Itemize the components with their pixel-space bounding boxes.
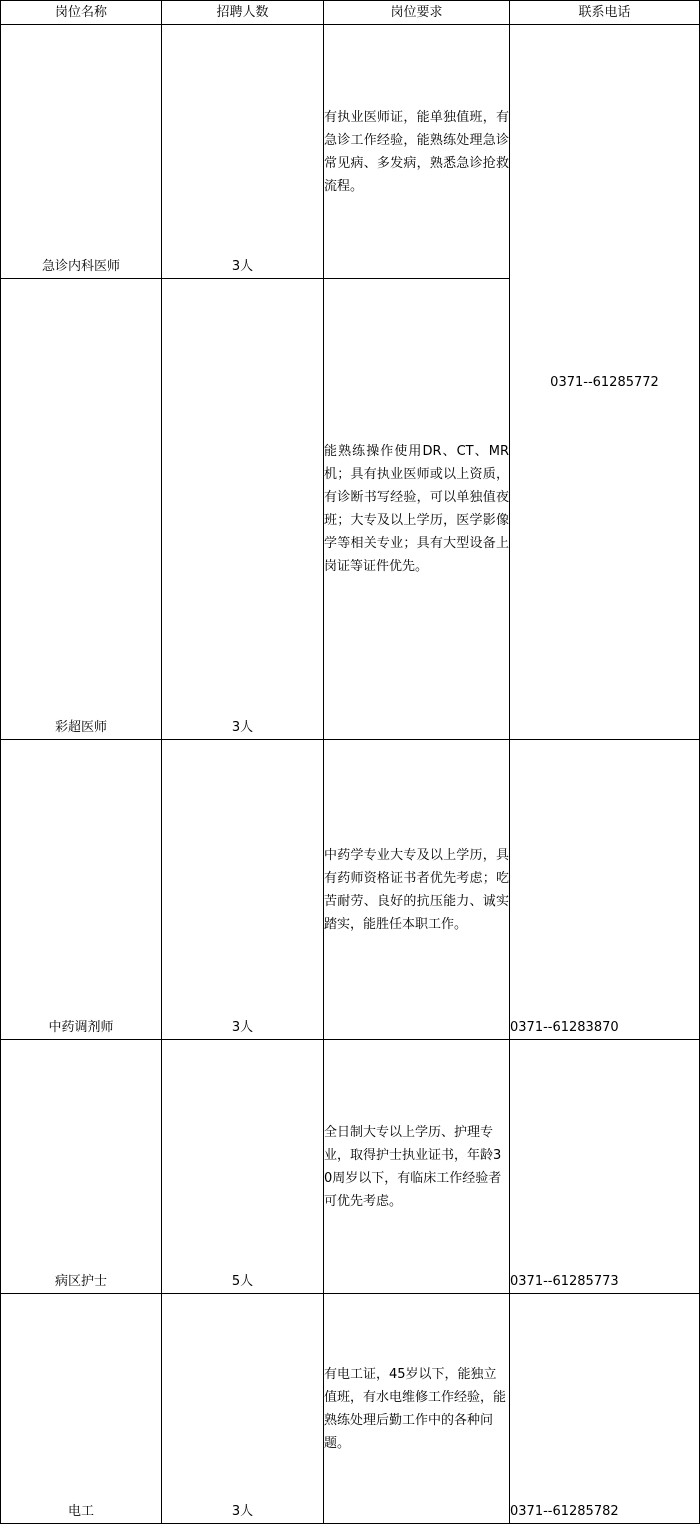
position-cell: 中药调剂师 [1, 740, 162, 1040]
position-cell: 急诊内科医师 [1, 25, 162, 279]
position-cell: 电工 [1, 1294, 162, 1524]
table-row [1, 1040, 700, 1294]
header-position: 岗位名称 [1, 1, 162, 25]
position-cell: 病区护士 [1, 1040, 162, 1294]
count-cell: 3人 [162, 740, 324, 1040]
requirements-text: 中药学专业大专及以上学历，具有药师资格证书者优先考虑；吃苦耐劳、良好的抗压能力、诚实踏实，能胜任本职工作。 [324, 847, 509, 932]
header-row [1, 1, 700, 25]
requirements-cell [324, 740, 510, 1040]
phone-cell: 0371--61285773 [510, 1040, 700, 1294]
requirements-text: 能熟练操作使用DR、CT、MR机；具有执业医师或以上资质，有诊断书写经验，可以单独值夜班；大专及以上学历，医学影像学等相关专业；具有大型设备上岗证等证件优先。 [324, 444, 509, 574]
requirements-text: 全日制大专以上学历、护理专业，取得护士执业证书，年龄30周岁以下，有临床工作经验者可优先考虑。 [324, 1124, 502, 1209]
requirements-cell [324, 1294, 510, 1524]
requirements-text: 有执业医师证，能单独值班，有急诊工作经验，能熟练处理急诊常见病、多发病，熟悉急诊抢救流程。 [324, 109, 509, 194]
table-row [1, 25, 700, 279]
table-row [1, 1294, 700, 1524]
phone-cell: 0371--61285772 [510, 25, 700, 740]
requirements-cell [324, 25, 510, 279]
phone-cell: 0371--61285782 [510, 1294, 700, 1524]
header-requirements: 岗位要求 [324, 1, 510, 25]
requirements-cell [324, 1040, 510, 1294]
count-cell: 3人 [162, 1294, 324, 1524]
table-row [1, 740, 700, 1040]
header-phone: 联系电话 [510, 1, 700, 25]
requirements-cell [324, 279, 510, 740]
count-cell: 3人 [162, 279, 324, 740]
header-count: 招聘人数 [162, 1, 324, 25]
position-cell: 彩超医师 [1, 279, 162, 740]
phone-cell: 0371--61283870 [510, 740, 700, 1040]
count-cell: 3人 [162, 25, 324, 279]
requirements-text: 有电工证，45岁以下，能独立值班，有水电维修工作经验，能熟练处理后勤工作中的各种问题。 [324, 1366, 507, 1451]
count-cell: 5人 [162, 1040, 324, 1294]
